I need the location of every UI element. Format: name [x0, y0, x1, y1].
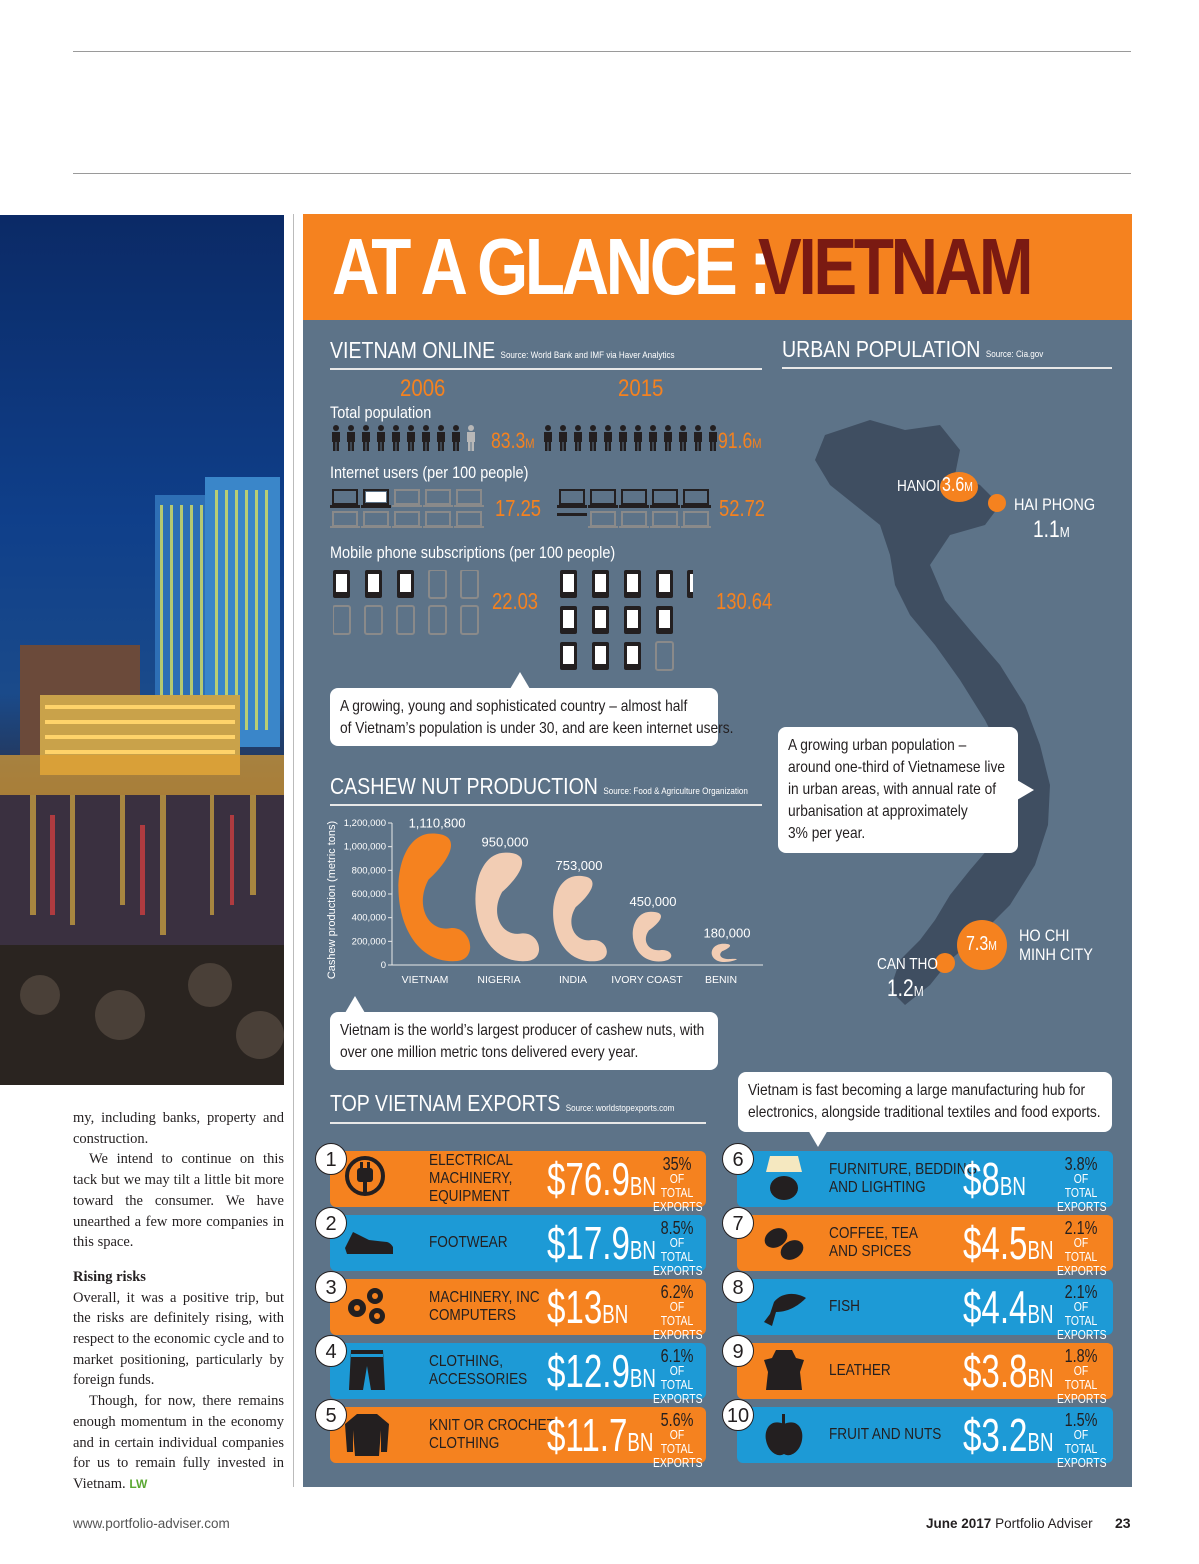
mobile-phone-icons [333, 570, 693, 675]
export-category: FOOTWEAR [429, 1234, 508, 1251]
mobile-label: Mobile phone subscriptions (per 100 people) [330, 543, 616, 562]
paragraph-4: Though, for now, there remains enough momentum in the economy and in certain individual companies for us to remain fully invested in Vietnam. LW [73, 1393, 284, 1492]
internet-2015-value: 52.72 [719, 495, 766, 521]
export-value: $3.8BN [963, 1345, 1054, 1397]
export-category: FISH [829, 1298, 860, 1315]
chart-y-tick-label: 1,000,000 [343, 841, 386, 853]
online-callout: A growing, young and sophisticated country – almost half of Vietnam’s population is under 30, and are keen internet users. [330, 688, 718, 746]
cashew-category-label: VIETNAM [401, 974, 449, 986]
export-category: KNIT OR CROCHET CLOTHING [429, 1417, 555, 1452]
export-category: LEATHER [829, 1362, 891, 1379]
separator-line [293, 214, 294, 1487]
exports-callout: Vietnam is fast becoming a large manufacturing hub for electronics, alongside traditional textiles and food exports. [738, 1072, 1112, 1132]
cashew-callout-pointer [345, 996, 365, 1014]
cashew-bar-vietnam [398, 834, 470, 962]
paragraph-2: We intend to continue on this tack but we may tilt a little bit more toward the consumer. We have unearthed a few more companies in this space. [73, 1151, 284, 1251]
footer-url: www.portfolio-adviser.com [73, 1516, 230, 1531]
cashew-chart [325, 810, 765, 995]
export-rank: 7 [722, 1207, 754, 1239]
haiphong-value: 1.1M [1033, 516, 1070, 543]
export-category: ELECTRICAL MACHINERY, EQUIPMENT [429, 1152, 513, 1205]
cashew-underline [330, 804, 762, 806]
urban-underline [782, 367, 1112, 369]
cantho-label: CAN THO [877, 956, 938, 973]
plug-icon [343, 1154, 393, 1204]
export-share: 5.6% OF TOTAL EXPORTS [653, 1410, 703, 1470]
population-label: Total population [330, 403, 432, 422]
cantho-marker [935, 953, 955, 973]
author-initials: LW [129, 1476, 148, 1491]
cashew-value-label: 1,110,800 [408, 815, 466, 831]
export-category: CLOTHING, ACCESSORIES [429, 1353, 528, 1388]
export-rank: 9 [722, 1335, 754, 1367]
urban-heading: URBAN POPULATION Source: Cia.gov [782, 336, 1044, 362]
cantho-value: 1.2M [887, 975, 924, 1002]
hcm-label-line2: MINH CITY [1019, 945, 1093, 964]
internet-2006-value: 17.25 [495, 495, 542, 521]
chart-y-tick-label: 600,000 [351, 889, 386, 900]
chart-y-tick-label: 400,000 [351, 912, 386, 924]
export-value: $11.7BN [547, 1409, 654, 1461]
cashew-callout: Vietnam is the world’s largest producer of cashew nuts, with over one million metric tons delivered every year. [330, 1012, 718, 1070]
cashew-category-label: BENIN [704, 974, 738, 986]
online-callout-pointer [510, 672, 530, 690]
haiphong-label: HAI PHONG [1014, 495, 1096, 514]
cashew-category-label: INDIA [558, 974, 588, 986]
export-category: MACHINERY, INC COMPUTERS [429, 1289, 540, 1324]
hanoi-value: 3.6M [942, 474, 973, 496]
urban-callout: A growing urban population – around one-third of Vietnamese live in urban areas, with annual rate of urbanisation at approximately 3% per year. [778, 727, 1018, 853]
online-heading: VIETNAM ONLINE Source: World Bank and IMF via Haver Analytics [330, 337, 675, 363]
cashew-value-label: 950,000 [481, 834, 529, 850]
chart-y-tick-label: 800,000 [351, 865, 386, 877]
export-share: 2.1% OF TOTAL EXPORTS [1057, 1218, 1107, 1278]
export-rank: 2 [315, 1207, 347, 1239]
footer-issue: June 2017 Portfolio Adviser [926, 1516, 1093, 1531]
export-value: $3.2BN [963, 1409, 1054, 1461]
year-2015: 2015 [618, 375, 664, 402]
cashew-heading: CASHEW NUT PRODUCTION Source: Food & Agriculture Organization [330, 773, 748, 799]
mobile-2015-value: 130.64 [716, 588, 773, 614]
population-2015-value: 91.6M [718, 428, 762, 453]
export-share: 1.8% OF TOTAL EXPORTS [1057, 1346, 1107, 1406]
export-share: 1.5% OF TOTAL EXPORTS [1057, 1410, 1107, 1470]
export-value: $12.9BN [547, 1345, 656, 1397]
apple-icon [760, 1410, 810, 1460]
paragraph-1: my, including banks, property and construction. [73, 1110, 284, 1147]
fish-icon [760, 1282, 810, 1332]
title-at-a-glance: AT A GLANCE : [332, 222, 768, 311]
export-value: $8BN [963, 1153, 1026, 1205]
city-night-photo [0, 215, 284, 1085]
hanoi-label: HANOI [897, 478, 941, 495]
exports-underline [330, 1122, 706, 1124]
cashew-bar-india [553, 876, 607, 961]
internet-label: Internet users (per 100 people) [330, 463, 529, 482]
haiphong-marker [988, 494, 1006, 512]
export-rank: 10 [722, 1399, 754, 1431]
export-rank: 1 [315, 1143, 347, 1175]
cashew-bar-ivory-coast [633, 912, 672, 962]
top-rule [73, 51, 1131, 52]
leather-icon [760, 1346, 810, 1396]
exports-heading: TOP VIETNAM EXPORTS Source: worldstopexports.com [330, 1090, 675, 1116]
cashew-category-label: NIGERIA [477, 974, 521, 986]
lamp-icon [760, 1154, 810, 1204]
export-rank: 4 [315, 1335, 347, 1367]
cashew-category-label: IVORY COAST [611, 974, 683, 986]
chart-y-tick-label: 200,000 [351, 936, 386, 948]
hcm-label-line1: HO CHI [1019, 926, 1070, 945]
cashew-value-label: 753,000 [555, 857, 603, 873]
chart-y-tick-label: 1,200,000 [343, 818, 386, 829]
hcm-value: 7.3M [966, 933, 997, 955]
export-share: 2.1% OF TOTAL EXPORTS [1057, 1282, 1107, 1342]
chart-y-tick-label: 0 [380, 960, 386, 971]
export-rank: 6 [722, 1143, 754, 1175]
article-body-text [73, 1108, 284, 1495]
paragraph-3: Overall, it was a positive trip, but the risks are definitely rising, with respect to the economic cycle and to market positioning, particularly by foreign funds. [73, 1289, 284, 1389]
population-2006-value: 83.3M [491, 428, 535, 453]
population-people-icons [330, 424, 760, 454]
export-share: 35% OF TOTAL EXPORTS [653, 1154, 703, 1214]
export-value: $4.4BN [963, 1281, 1054, 1333]
title-vietnam: VIETNAM [758, 222, 1031, 311]
sweater-icon [343, 1410, 393, 1460]
online-underline [330, 368, 762, 370]
footer-page-number: 23 [1115, 1515, 1131, 1531]
gears-icon [343, 1282, 393, 1332]
export-rank: 3 [315, 1271, 347, 1303]
export-category: FURNITURE, BEDDING AND LIGHTING [829, 1161, 978, 1196]
export-category: COFFEE, TEA AND SPICES [829, 1225, 918, 1260]
export-category: FRUIT AND NUTS [829, 1426, 942, 1443]
export-rank: 5 [315, 1399, 347, 1431]
coffee-beans-icon [760, 1218, 810, 1268]
export-rank: 8 [722, 1271, 754, 1303]
export-value: $13BN [547, 1281, 629, 1333]
cashew-value-label: 180,000 [703, 925, 751, 941]
urban-callout-pointer [1017, 780, 1035, 800]
export-value: $76.9BN [547, 1153, 656, 1205]
subheading-rising-risks: Rising risks [73, 1268, 146, 1285]
second-rule [73, 173, 1131, 174]
mobile-2006-value: 22.03 [492, 588, 539, 614]
cashew-bar-benin [712, 944, 737, 962]
export-value: $4.5BN [963, 1217, 1054, 1269]
cashew-bar-nigeria [475, 853, 539, 962]
shoe-icon [343, 1218, 393, 1268]
shorts-icon [343, 1346, 393, 1396]
year-2006: 2006 [400, 375, 446, 402]
export-value: $17.9BN [547, 1217, 656, 1269]
export-share: 6.1% OF TOTAL EXPORTS [653, 1346, 703, 1406]
exports-callout-pointer [808, 1130, 828, 1148]
export-share: 8.5% OF TOTAL EXPORTS [653, 1218, 703, 1278]
chart-y-axis-label: Cashew production (metric tons) [326, 820, 338, 980]
export-share: 3.8% OF TOTAL EXPORTS [1057, 1154, 1107, 1214]
export-share: 6.2% OF TOTAL EXPORTS [653, 1282, 703, 1342]
cashew-value-label: 450,000 [629, 893, 677, 909]
